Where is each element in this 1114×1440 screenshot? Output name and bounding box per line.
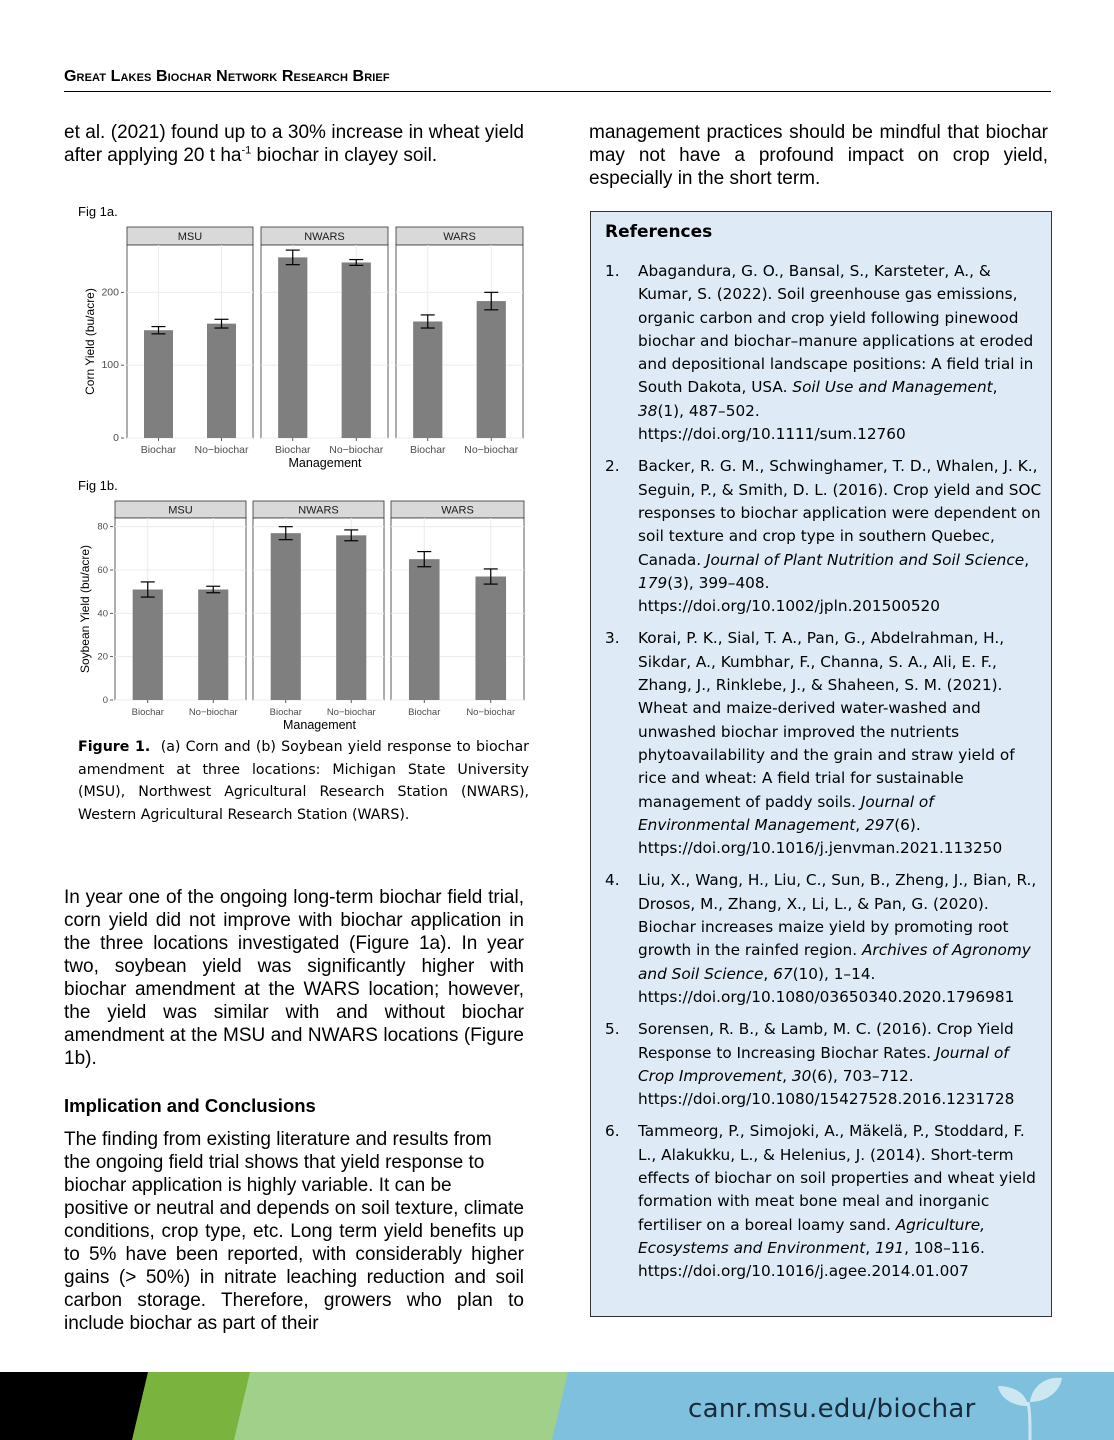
conclusions-rest: positive or neutral and depends on soil texture, climate conditions, crop type, etc. Long term yield benefits up to 5% have been reported, with considerably higher gains (> 50%) in nitrate leaching reduction and soil carbon storage. Therefore, growers who plan to include biochar as part of their [64,1198,524,1334]
y-tick-label: 0 [113,432,119,444]
footer-green-band [130,1372,250,1440]
conclusions-heading: Implication and Conclusions [64,1095,316,1116]
corn-yield-chart [78,222,530,474]
reference-item [605,455,1045,618]
footer-black-band [0,1372,148,1440]
reference-issue-pages: (6), 703–712. [811,1066,914,1085]
y-tick-label: 60 [97,565,108,576]
bar-msu-1 [198,590,228,701]
bar-wars-0 [413,321,442,438]
references-title: References [605,222,713,242]
reference-item [605,627,1045,860]
x-axis-label: Management [283,718,356,732]
bar-nwars-1 [336,535,366,700]
running-header [64,68,1051,86]
running-header-title: Great Lakes Biochar Network Research Brief [64,68,390,85]
references-box [590,211,1052,1317]
left-intro-paragraph [64,121,524,167]
reference-doi-link[interactable]: https://doi.org/10.1111/sum.12760 [638,425,906,444]
y-tick-label: 40 [97,608,108,620]
reference-issue-pages: , 108–116. [904,1238,985,1257]
reference-number: 3. [605,629,620,648]
x-tick-label: Biochar [408,707,441,718]
bar-wars-1 [475,577,506,701]
bar-wars-0 [409,559,440,700]
bar-msu-0 [144,330,173,438]
reference-doi-link[interactable]: https://doi.org/10.1080/03650340.2020.1796981 [638,987,1015,1006]
y-axis-label: Soybean Yield (bu/acre) [78,544,92,674]
y-tick-label: 20 [97,651,108,663]
reference-journal: Soil Use and Management [792,378,993,397]
bar-msu-0 [133,590,163,701]
reference-text: Liu, X., Wang, H., Liu, C., Sun, B., Zheng, J., Bian, R., Drosos, M., Zhang, X., Li, L., & Pan, G. (2020). Biochar increases maize yield by promoting root growth in the rainfed region. [638,871,1037,960]
reference-sep: , [763,964,774,983]
facet-strip-label: WARS [441,504,474,517]
y-tick-label: 0 [102,695,108,706]
left-intro-text-end: biochar in clayey soil. [251,145,438,166]
x-tick-label: Biochar [274,444,311,456]
reference-text: Korai, P. K., Sial, T. A., Pan, G., Abdelrahman, H., Sikdar, A., Kumbhar, F., Channa, S. A., Ali, E. F., Zhang, J., Rinklebe, J., & Shaheen, S. M. (2021). Wheat and maize-derived water-washed and unwashed biochar improved the nutrients phytoavailability and the grain and straw yield of rice and wheat: A field trial for sustainable management of paddy soils. [638,629,1015,811]
y-tick-label: 100 [101,359,119,372]
reference-issue-pages: (1), 487–502. [657,401,760,420]
reference-item [605,260,1045,446]
bar-nwars-1 [342,262,371,438]
reference-item [605,1120,1045,1283]
x-tick-label: Biochar [409,444,446,456]
footer-url-link[interactable]: canr.msu.edu/biochar [688,1394,976,1424]
facet-strip-label: MSU [168,504,193,517]
x-tick-label: No−biochar [326,707,376,718]
conclusions-line: the ongoing field trial shows that yield response to [64,1152,485,1173]
reference-volume: 191 [874,1238,905,1257]
caption-text: (a) Corn and (b) Soybean yield response to biochar amendment at three locations: Michigan State University (MSU), Northwest Agricultural Research Station (NWARS), Western Agricultural Research Station (WARS). [78,739,529,823]
x-tick-label: Biochar [140,444,177,456]
reference-issue-pages: (10), 1–14. [792,964,876,983]
reference-sep: , [782,1066,792,1085]
references-list [605,260,1045,1292]
reference-number: 6. [605,1122,620,1141]
facet-strip-label: MSU [177,231,203,243]
facet-strip-label: NWARS [304,231,345,243]
reference-journal: Journal of Crop Improvement [638,1043,1009,1085]
reference-volume: 38 [638,401,658,420]
bar-msu-1 [207,324,236,438]
x-axis-label: Management [288,456,362,470]
y-tick-label: 200 [101,286,119,299]
reference-number: 4. [605,871,620,890]
facet-strip-label: WARS [443,231,476,243]
reference-volume: 179 [638,573,668,592]
reference-doi-link[interactable]: https://doi.org/10.1080/15427528.2016.1231728 [638,1090,1015,1109]
fig-1b-label: Fig 1b. [78,478,118,493]
reference-issue-pages: (3), 399–408. [667,573,770,592]
reference-number: 5. [605,1020,620,1039]
reference-issue-pages: (6). [894,815,921,834]
bar-nwars-0 [271,533,301,700]
facet-strip-label: NWARS [298,504,339,517]
x-tick-label: No−biochar [466,707,516,718]
soybean-yield-chart [78,496,530,732]
reference-number: 2. [605,457,620,476]
x-tick-label: No−biochar [329,444,384,456]
reference-text: Sorensen, R. B., & Lamb, M. C. (2016). Crop Yield Response to Increasing Biochar Rates. [638,1020,1014,1062]
caption-label: Figure 1. [78,739,151,755]
reference-text: Tammeorg, P., Simojoki, A., Mäkelä, P., Stoddard, F. L., Alakukku, L., & Helenius, J. (2014). Short-term effects of biochar on soil properties and wheat yield formation with meat bone meal and inorganic fertiliser on a boreal loamy sand. [638,1122,1036,1234]
bar-nwars-0 [278,257,307,438]
reference-item [605,869,1045,1009]
y-axis-label: Corn Yield (bu/acre) [83,288,97,395]
x-tick-label: Biochar [269,707,302,718]
x-tick-label: No−biochar [464,444,519,456]
reference-volume: 297 [865,815,895,834]
reference-text: Abagandura, G. O., Bansal, S., Karsteter, A., & Kumar, S. (2022). Soil greenhouse gas emissions, organic carbon and crop yield following pinewood biochar and biochar–manure applications at eroded and depositional landscape positions: A field trial in South Dakota, USA. [638,262,1034,397]
results-paragraph: In year one of the ongoing long-term biochar field trial, corn yield did not improve with biochar application in the three locations investigated (Figure 1a). In year two, soybean yield was significantly higher with biochar amendment at the WARS location; however, the yield was similar with and without biochar amendment at the MSU and NWARS locations (Figure 1b). [64,887,524,1069]
reference-journal: Archives of Agronomy and Soil Science [638,941,1031,983]
reference-item [605,1018,1045,1111]
header-divider [64,91,1051,92]
bar-wars-1 [477,301,506,438]
reference-sep: , [992,378,998,397]
y-tick-label: 80 [97,521,108,533]
conclusions-line: biochar application is highly variable. It can be [64,1175,452,1196]
reference-journal: Journal of Plant Nutrition and Soil Science [705,550,1025,569]
superscript-unit: -1 [241,144,252,157]
x-tick-label: Biochar [131,707,164,718]
reference-volume: 30 [791,1066,812,1085]
reference-number: 1. [605,262,620,280]
reference-sep: , [865,1238,875,1257]
reference-journal: Journal of Environmental Management [638,792,934,834]
x-tick-label: No−biochar [194,444,249,456]
reference-doi-link[interactable]: https://doi.org/10.1002/jpln.201500520 [638,597,941,616]
reference-volume: 67 [773,964,793,983]
reference-sep: , [855,815,865,834]
fig-1a-label: Fig 1a. [78,204,118,219]
left-intro-text: et al. (2021) found up to a 30% increase in wheat yield after applying 20 t ha [64,122,524,166]
right-intro-paragraph: management practices should be mindful that biochar may not have a profound impact on crop yield, especially in the short term. [589,122,1048,189]
x-tick-label: No−biochar [188,707,238,718]
reference-sep: , [1024,550,1030,569]
reference-text: Backer, R. G. M., Schwinghamer, T. D., Whalen, J. K., Seguin, P., & Smith, D. L. (2016). Crop yield and SOC responses to biochar application were dependent on soil texture and crop type in southern Quebec, Canada. [638,457,1042,569]
conclusions-line: The finding from existing literature and results from [64,1129,492,1150]
reference-doi-link[interactable]: https://doi.org/10.1016/j.jenvman.2021.113250 [638,839,1003,858]
reference-doi-link[interactable]: https://doi.org/10.1016/j.agee.2014.01.007 [638,1262,969,1281]
figure-caption [78,736,529,826]
reference-journal: Agriculture, Ecosystems and Environment [638,1215,986,1257]
conclusions-paragraph [64,1128,524,1335]
